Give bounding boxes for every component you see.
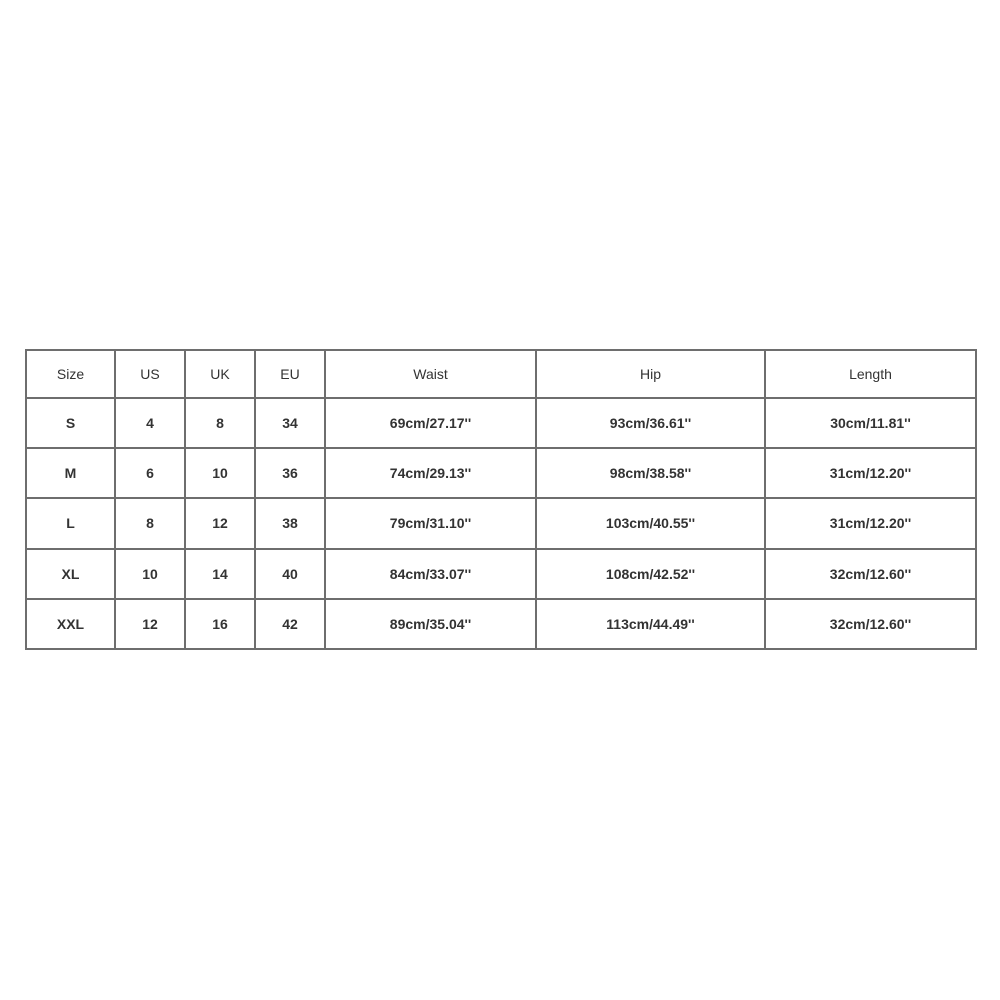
cell-length: 32cm/12.60'' (765, 549, 976, 599)
cell-uk: 14 (185, 549, 255, 599)
cell-hip: 108cm/42.52'' (536, 549, 765, 599)
header-uk: UK (185, 350, 255, 398)
header-size: Size (26, 350, 115, 398)
cell-eu: 38 (255, 498, 325, 548)
table-row (26, 549, 976, 599)
cell-size: M (26, 448, 115, 498)
header-eu: EU (255, 350, 325, 398)
header-us: US (115, 350, 185, 398)
cell-waist: 69cm/27.17'' (325, 398, 536, 448)
cell-size: XXL (26, 599, 115, 649)
cell-us: 4 (115, 398, 185, 448)
header-row (26, 350, 976, 398)
table-row (26, 398, 976, 448)
header-waist: Waist (325, 350, 536, 398)
cell-eu: 40 (255, 549, 325, 599)
cell-size: S (26, 398, 115, 448)
cell-uk: 16 (185, 599, 255, 649)
cell-hip: 113cm/44.49'' (536, 599, 765, 649)
table-row (26, 498, 976, 548)
cell-length: 31cm/12.20'' (765, 498, 976, 548)
cell-length: 31cm/12.20'' (765, 448, 976, 498)
cell-us: 8 (115, 498, 185, 548)
cell-uk: 10 (185, 448, 255, 498)
cell-size: L (26, 498, 115, 548)
cell-waist: 79cm/31.10'' (325, 498, 536, 548)
table-row (26, 599, 976, 649)
cell-hip: 103cm/40.55'' (536, 498, 765, 548)
cell-us: 6 (115, 448, 185, 498)
cell-eu: 36 (255, 448, 325, 498)
cell-eu: 34 (255, 398, 325, 448)
cell-size: XL (26, 549, 115, 599)
cell-us: 12 (115, 599, 185, 649)
size-chart-table (25, 349, 977, 650)
table-row (26, 448, 976, 498)
cell-uk: 8 (185, 398, 255, 448)
cell-uk: 12 (185, 498, 255, 548)
cell-us: 10 (115, 549, 185, 599)
cell-length: 30cm/11.81'' (765, 398, 976, 448)
cell-length: 32cm/12.60'' (765, 599, 976, 649)
cell-eu: 42 (255, 599, 325, 649)
cell-waist: 89cm/35.04'' (325, 599, 536, 649)
cell-hip: 93cm/36.61'' (536, 398, 765, 448)
cell-waist: 84cm/33.07'' (325, 549, 536, 599)
cell-hip: 98cm/38.58'' (536, 448, 765, 498)
header-length: Length (765, 350, 976, 398)
header-hip: Hip (536, 350, 765, 398)
cell-waist: 74cm/29.13'' (325, 448, 536, 498)
